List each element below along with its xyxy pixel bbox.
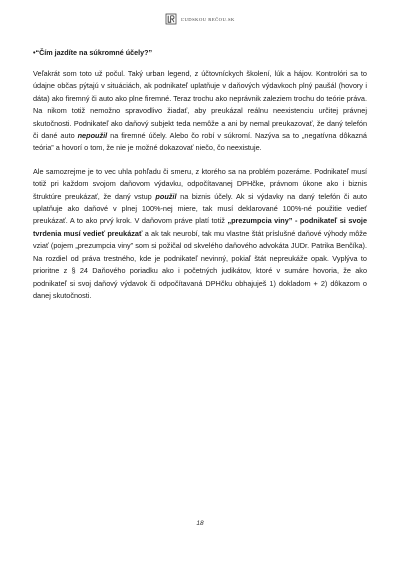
paragraph-2-text: [33, 166, 367, 302]
text-run: na firemné účely. Alebo čo robí v súkromí. Nazýva sa to „negatívna dôkazná teória” a hovorí o tom, že nie je možné dokazovať niečo, čo neexistuje.: [33, 131, 367, 153]
paragraph-1: [33, 68, 367, 155]
text-run: na biznis účely. Ak si výdavky na daný telefón či auto uplatňuje ako daňové v plnej 100%-nej miere, tak musí deklarované 100%-né použitie vedieť preukázať. A to ako prvý krok. V daňovom práve platí totiž: [33, 191, 368, 226]
brand-name: ĽUDSKOU REČOU.SK: [181, 16, 235, 22]
page-number: 18: [196, 520, 204, 527]
section-heading: •“Čím jazdíte na súkromné účely?”: [33, 48, 153, 57]
text-run: použil: [155, 191, 177, 201]
brand-logo-icon: [165, 13, 177, 25]
article-body: [33, 48, 367, 313]
text-run: nepoužil: [77, 131, 108, 141]
text-run: Ale samozrejme je to vec uhla pohľadu či smeru, z ktorého sa na problém pozeráme. Podnikateľ musí totiž pri každom svojom daňovom výdavku, odpočítavanej DPHčke, právnom úkone ako i biznis štruktúre preukázať, že daný vstup: [33, 166, 367, 201]
text-run: a ak tak neurobí, tak mu vlastne štát príslušné daňové výhody môže vziať (pojem „prezumpcia viny” som si požičal od skvelého daňového advokáta JUDr. Patrika Benčíka). Na rozdiel od práva trestného, kde je podnikateľ nevinný, pokiaľ štát nepreukáže opak. Vyplýva to prioritne z § 24 Daňového poriadku ako i početných judikátov, ktoré v sumáre hovoria, že ako podnikateľ si svoj daňový výdavok či odpočítavaná DPHčku obhajuješ 1) dokladom + 2) dôkazom o danej skutočnosti.: [33, 228, 367, 300]
paragraph-2: [33, 166, 367, 302]
text-run: „prezumpcia viny” - podnikateľ si svoje tvrdenia musí vedieť preukázať: [33, 216, 368, 238]
page-header: [0, 13, 400, 25]
paragraph-1-text: [33, 68, 367, 155]
text-run: Veľakrát som toto už počul. Taký urban legend, z účtovníckych školení, lúk a hájov. Kontrolóri sa to údajne občas pýtajú v situáciách, ak podnikateľ uplatňuje v daňových výdavkoch plný paušál (hovory i dáta) ako firemný či auto ako plne firemné. Teraz trochu ako neprávnik zaleziem trochu do teórie práva. Na nikom totiž nemožno spravodlivo žiadať, aby preukázal reálnu neexistenciu určitej právnej skutočnosti. Podnikateľ ako daňový subjekt teda nemôže a ani by nemal preukazovať, že daný telefón či dané auto: [33, 69, 367, 141]
